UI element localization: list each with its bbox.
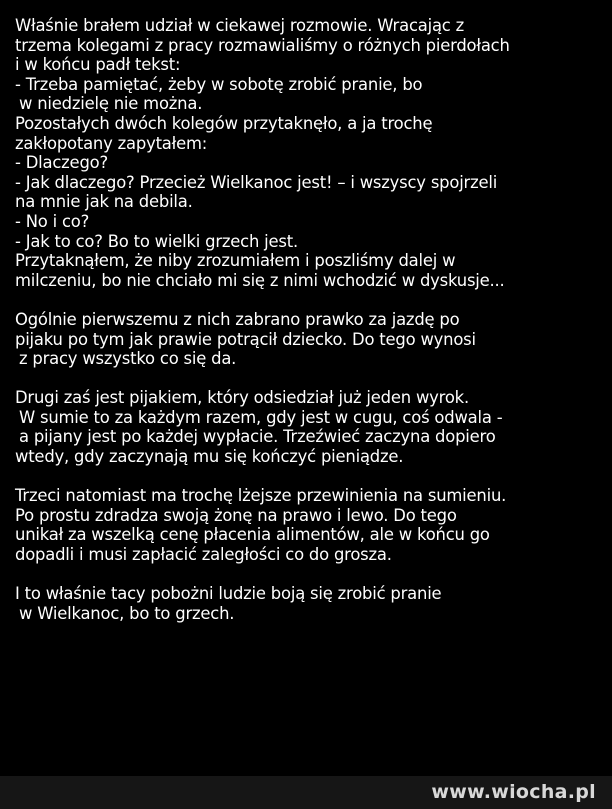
story-text	[15, 16, 612, 623]
text-line: - Jak to co? Bo to wielki grzech jest.	[15, 231, 298, 251]
text-line: - Jak dlaczego? Przecież Wielkanoc jest! – i wszyscy spojrzeli	[15, 172, 498, 192]
text-line: Właśnie brałem udział w ciekawej rozmowie. Wracając z	[15, 16, 465, 35]
text-line: I to właśnie tacy pobożni ludzie boją się zrobić pranie	[15, 584, 442, 604]
site-watermark: www.wiocha.pl	[431, 781, 596, 803]
paragraph-gap	[15, 565, 612, 585]
text-line: Przytaknąłem, że niby zrozumiałem i poszliśmy dalej w	[15, 251, 456, 271]
text-line: unikał za wszelką cenę płacenia alimentów, ale w końcu go	[15, 525, 490, 545]
text-line: W sumie to za każdym razem, gdy jest w cugu, coś odwala -	[19, 407, 503, 427]
text-line: zakłopotany zapytałem:	[15, 133, 208, 153]
text-line: Po prostu zdradza swoją żonę na prawo i lewo. Do tego	[15, 505, 457, 525]
text-line: pijaku po tym jak prawie potrącił dziecko. Do tego wynosi	[15, 329, 476, 349]
text-line: z pracy wszystko co się da.	[19, 349, 237, 369]
text-line: Drugi zaś jest pijakiem, który odsiedział już jeden wyrok.	[15, 388, 469, 408]
text-line: Ogólnie pierwszemu z nich zabrano prawko za jazdę po	[15, 309, 460, 329]
text-line: - Dlaczego?	[15, 153, 108, 173]
text-line: Trzeci natomiast ma trochę lżejsze przewinienia na sumieniu.	[15, 486, 507, 506]
text-line: wtedy, gdy zaczynają mu się kończyć pieniądze.	[15, 447, 404, 467]
paragraph-gap	[15, 369, 612, 389]
text-line: a pijany jest po każdej wypłacie. Trzeźwieć zaczyna dopiero	[19, 427, 496, 447]
text-line: Pozostałych dwóch kolegów przytaknęło, a ja trochę	[15, 113, 433, 133]
text-line: i w końcu padł tekst:	[15, 55, 181, 75]
text-line: na mnie jak na debila.	[15, 192, 193, 212]
paragraph-gap	[15, 290, 612, 310]
text-line: w Wielkanoc, bo to grzech.	[19, 603, 235, 623]
text-line: w niedzielę nie można.	[19, 94, 203, 114]
footer-bar	[0, 776, 612, 809]
text-line: milczeniu, bo nie chciało mi się z nimi wchodzić w dyskusje...	[15, 270, 505, 290]
paragraph-gap	[15, 467, 612, 487]
text-line: - Trzeba pamiętać, żeby w sobotę zrobić pranie, bo	[15, 74, 423, 94]
text-line: trzema kolegami z pracy rozmawialiśmy o różnych pierdołach	[15, 35, 510, 55]
text-line: dopadli i musi zapłacić zaległości co do grosza.	[15, 545, 392, 565]
text-line: - No i co?	[15, 211, 90, 231]
